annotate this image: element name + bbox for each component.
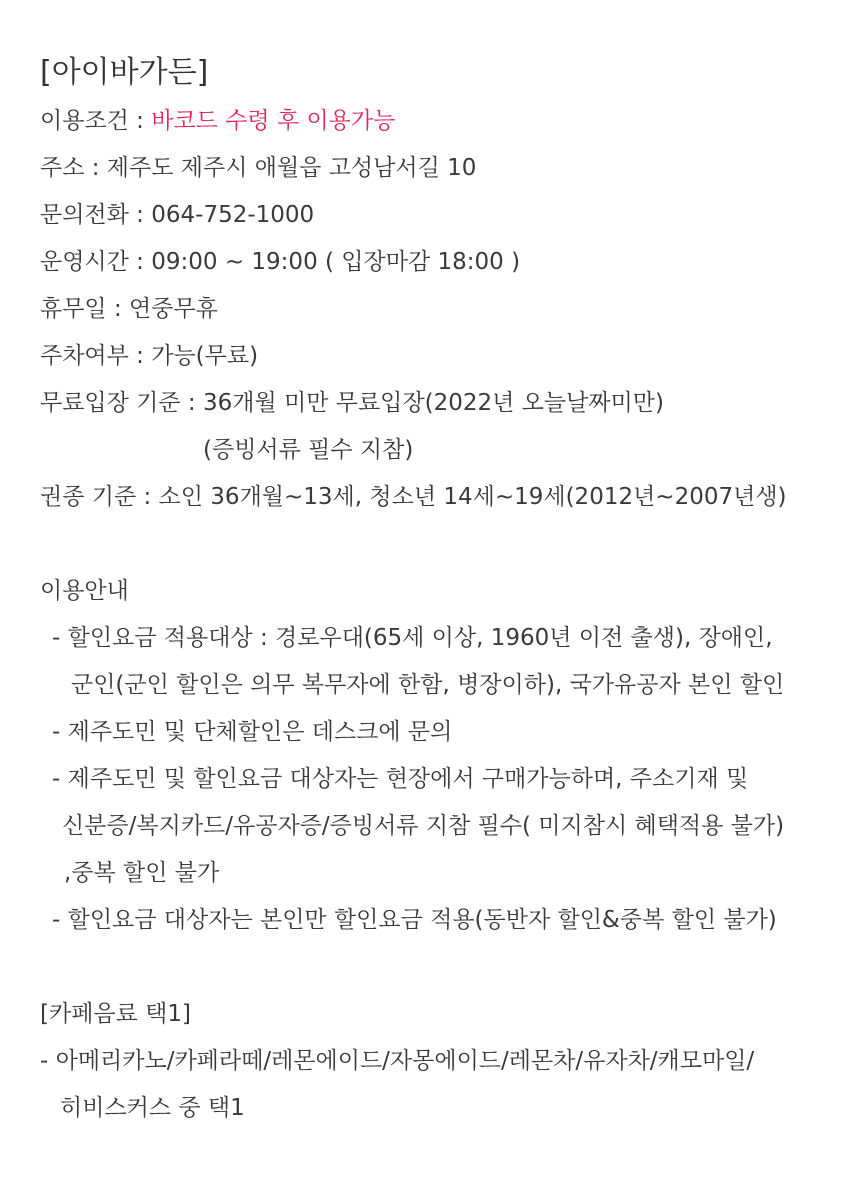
closed-day-line: 휴무일 : 연중무휴 bbox=[40, 296, 218, 322]
guide-bullet-resident-group: - 제주도민 및 단체할인은 데스크에 문의 bbox=[52, 719, 453, 745]
spacer bbox=[40, 944, 840, 991]
guide-bullet-onsite-purchase-cont2: ,중복 할인 불가 bbox=[64, 860, 220, 886]
spacer bbox=[40, 521, 840, 568]
free-entry-note: (증빙서류 필수 지참) bbox=[203, 437, 414, 463]
page-title: [아이바가든] bbox=[40, 55, 209, 90]
ticket-type-line: 권종 기준 : 소인 36개월~13세, 청소년 14세~19세(2012년~2007년생) bbox=[40, 484, 787, 510]
document-body bbox=[40, 48, 840, 1132]
usage-condition-label: 이용조건 : bbox=[40, 108, 152, 134]
cafe-menu-line: - 아메리카노/카페라떼/레몬에이드/자몽에이드/레몬차/유자차/캐모마일/ bbox=[40, 1048, 755, 1074]
parking-line: 주차여부 : 가능(무료) bbox=[40, 343, 259, 369]
free-entry-line: 무료입장 기준 : 36개월 미만 무료입장(2022년 오늘날짜미만) bbox=[40, 390, 664, 416]
cafe-menu-line-cont: 히비스커스 중 택1 bbox=[60, 1095, 245, 1121]
usage-condition bbox=[40, 98, 840, 145]
guide-bullet-discount-targets: - 할인요금 적용대상 : 경로우대(65세 이상, 1960년 이전 출생), 장애인, bbox=[52, 625, 773, 651]
usage-condition-value: 바코드 수령 후 이용가능 bbox=[151, 108, 396, 134]
guide-bullet-discount-targets-cont: 군인(군인 할인은 의무 복무자에 한함, 병장이하), 국가유공자 본인 할인 bbox=[71, 672, 785, 698]
phone-line: 문의전화 : 064-752-1000 bbox=[40, 202, 315, 228]
guide-bullet-onsite-purchase-cont1: 신분증/복지카드/유공자증/증빙서류 지참 필수( 미지참시 혜택적용 불가) bbox=[62, 813, 785, 839]
cafe-heading: [카페음료 택1] bbox=[40, 1001, 191, 1027]
guide-bullet-self-only: - 할인요금 대상자는 본인만 할인요금 적용(동반자 할인&중복 할인 불가) bbox=[52, 907, 777, 933]
guide-bullet-onsite-purchase: - 제주도민 및 할인요금 대상자는 현장에서 구매가능하며, 주소기재 및 bbox=[52, 766, 749, 792]
guide-heading: 이용안내 bbox=[40, 578, 129, 604]
hours-line: 운영시간 : 09:00 ~ 19:00 ( 입장마감 18:00 ) bbox=[40, 249, 521, 275]
address-line: 주소 : 제주도 제주시 애월읍 고성남서길 10 bbox=[40, 155, 477, 181]
